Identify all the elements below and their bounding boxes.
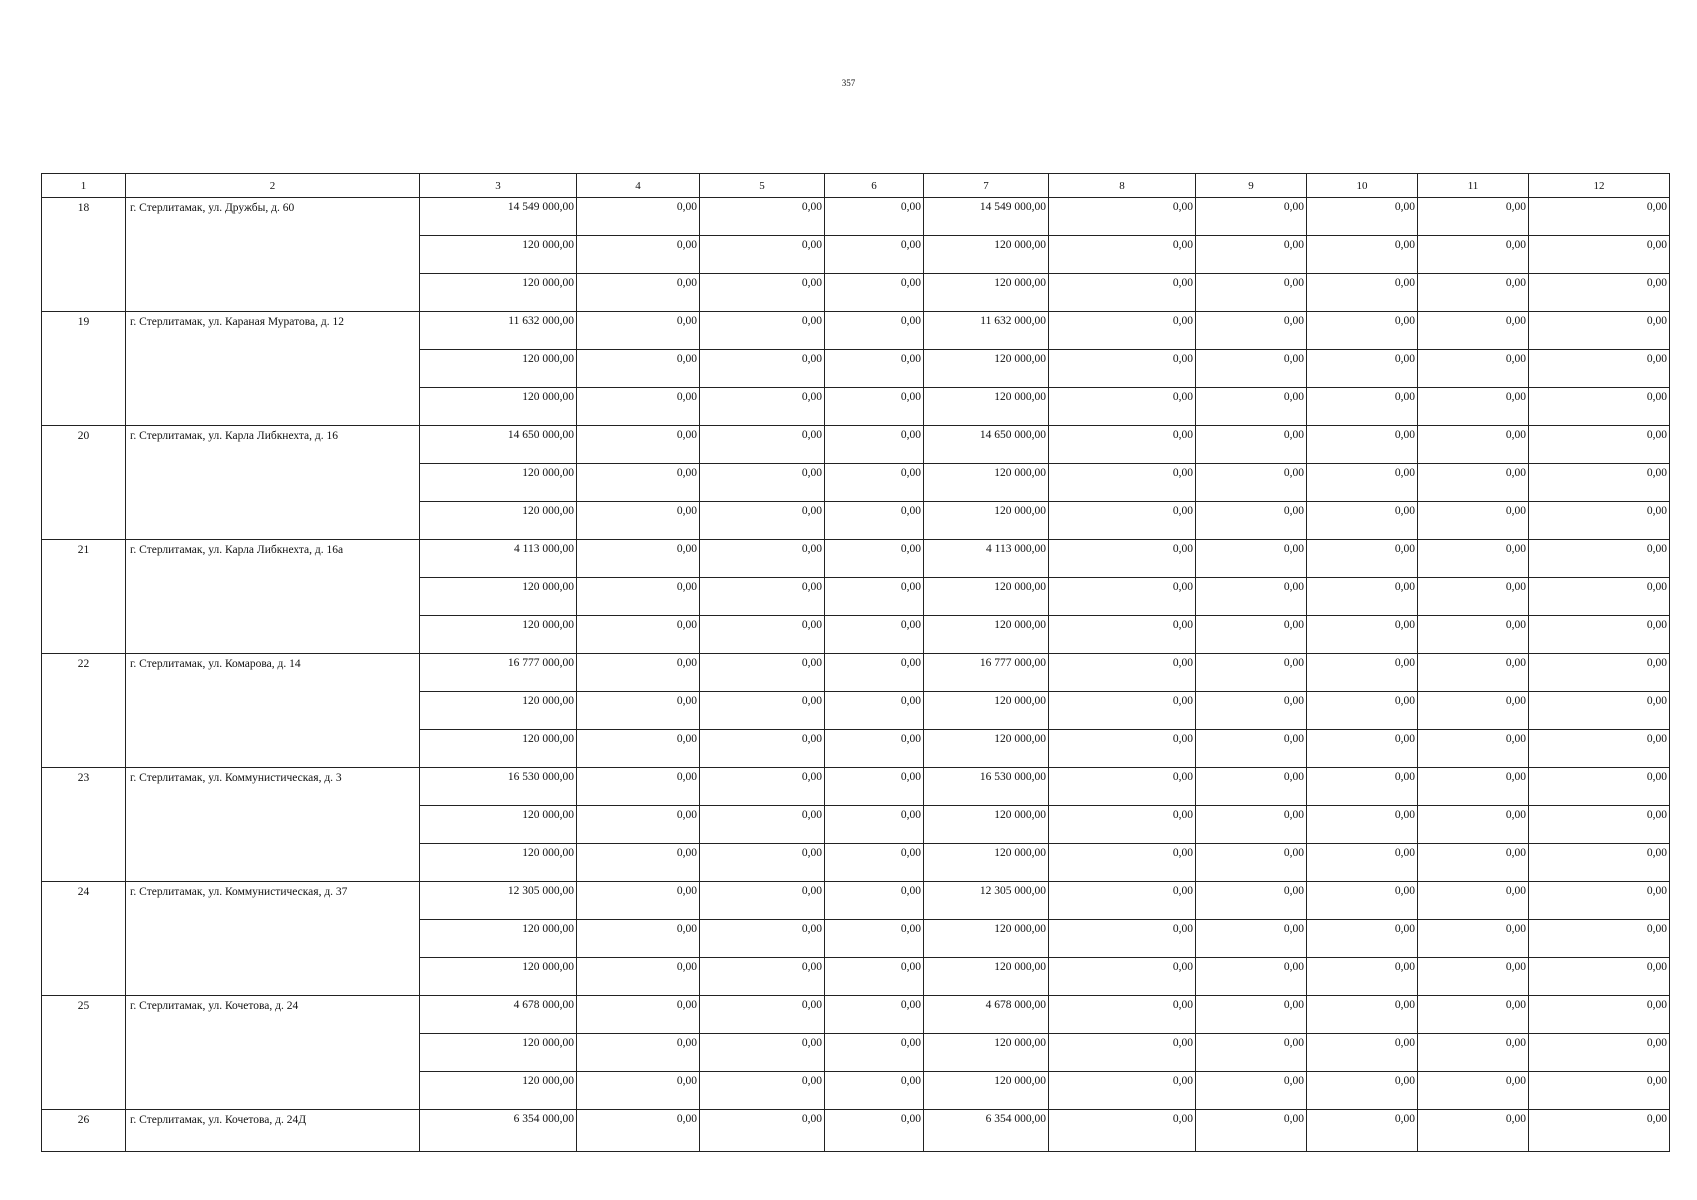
amount-cell: 0,00 (577, 730, 700, 768)
amount-cell: 0,00 (1529, 578, 1670, 616)
amount-cell: 0,00 (1196, 578, 1307, 616)
amount-cell: 0,00 (1418, 768, 1529, 806)
amount-cell: 0,00 (1049, 882, 1196, 920)
amount-cell: 14 549 000,00 (924, 198, 1049, 236)
amount-cell: 4 113 000,00 (420, 540, 577, 578)
amount-cell: 6 354 000,00 (924, 1110, 1049, 1152)
amount-cell: 4 113 000,00 (924, 540, 1049, 578)
amount-cell: 120 000,00 (924, 692, 1049, 730)
column-header: 5 (700, 174, 825, 198)
column-header: 3 (420, 174, 577, 198)
amount-cell: 0,00 (1307, 768, 1418, 806)
amount-cell: 0,00 (825, 806, 924, 844)
amount-cell: 0,00 (700, 1034, 825, 1072)
amount-cell: 120 000,00 (420, 958, 577, 996)
amount-cell: 0,00 (577, 920, 700, 958)
amount-cell: 0,00 (825, 540, 924, 578)
amount-cell: 0,00 (577, 236, 700, 274)
record-number: 19 (42, 312, 126, 426)
amount-cell: 0,00 (577, 426, 700, 464)
amount-cell: 4 678 000,00 (924, 996, 1049, 1034)
amount-cell: 0,00 (1049, 502, 1196, 540)
amount-cell: 120 000,00 (924, 616, 1049, 654)
amount-cell: 0,00 (1418, 350, 1529, 388)
amount-cell: 0,00 (700, 616, 825, 654)
column-header: 9 (1196, 174, 1307, 198)
amount-cell: 0,00 (1196, 806, 1307, 844)
amount-cell: 0,00 (1307, 578, 1418, 616)
amount-cell: 0,00 (825, 388, 924, 426)
amount-cell: 0,00 (577, 540, 700, 578)
record-address: г. Стерлитамак, ул. Комарова, д. 14 (126, 654, 420, 768)
amount-cell: 120 000,00 (420, 236, 577, 274)
amount-cell: 0,00 (577, 1072, 700, 1110)
amount-cell: 12 305 000,00 (420, 882, 577, 920)
amount-cell: 0,00 (700, 996, 825, 1034)
amount-cell: 0,00 (1418, 616, 1529, 654)
amount-cell: 0,00 (1196, 236, 1307, 274)
amount-cell: 0,00 (1196, 730, 1307, 768)
amount-cell: 0,00 (700, 198, 825, 236)
record-number: 26 (42, 1110, 126, 1152)
column-header: 12 (1529, 174, 1670, 198)
amount-cell: 0,00 (825, 692, 924, 730)
amount-cell: 0,00 (825, 844, 924, 882)
amount-cell: 0,00 (577, 882, 700, 920)
amount-cell: 0,00 (825, 1072, 924, 1110)
amount-cell: 0,00 (700, 844, 825, 882)
amount-cell: 0,00 (1196, 996, 1307, 1034)
amount-cell: 0,00 (825, 768, 924, 806)
amount-cell: 0,00 (700, 578, 825, 616)
amount-cell: 0,00 (825, 996, 924, 1034)
record-address: г. Стерлитамак, ул. Коммунистическая, д. 3 (126, 768, 420, 882)
amount-cell: 11 632 000,00 (924, 312, 1049, 350)
amount-cell: 0,00 (577, 958, 700, 996)
amount-cell: 0,00 (1307, 692, 1418, 730)
amount-cell: 120 000,00 (924, 502, 1049, 540)
amount-cell: 0,00 (700, 464, 825, 502)
amount-cell: 120 000,00 (420, 692, 577, 730)
amount-cell: 0,00 (1529, 692, 1670, 730)
amount-cell: 120 000,00 (420, 502, 577, 540)
amount-cell: 0,00 (1049, 426, 1196, 464)
amount-cell: 0,00 (700, 806, 825, 844)
amount-cell: 0,00 (825, 730, 924, 768)
amount-cell: 0,00 (1418, 730, 1529, 768)
amount-cell: 120 000,00 (924, 844, 1049, 882)
amount-cell: 0,00 (1529, 882, 1670, 920)
amount-cell: 0,00 (825, 1110, 924, 1152)
amount-cell: 120 000,00 (924, 388, 1049, 426)
amount-cell: 0,00 (1307, 958, 1418, 996)
amount-cell: 0,00 (1049, 996, 1196, 1034)
amount-cell: 0,00 (1196, 920, 1307, 958)
amount-cell: 0,00 (1049, 350, 1196, 388)
amount-cell: 0,00 (1529, 350, 1670, 388)
amount-cell: 0,00 (577, 616, 700, 654)
table-row (42, 540, 1670, 578)
amount-cell: 0,00 (577, 388, 700, 426)
amount-cell: 120 000,00 (924, 350, 1049, 388)
record-address: г. Стерлитамак, ул. Кочетова, д. 24Д (126, 1110, 420, 1152)
amount-cell: 0,00 (825, 1034, 924, 1072)
amount-cell: 0,00 (1049, 1072, 1196, 1110)
amount-cell: 0,00 (1418, 654, 1529, 692)
record-number: 22 (42, 654, 126, 768)
amount-cell: 0,00 (1196, 958, 1307, 996)
amount-cell: 0,00 (1418, 1110, 1529, 1152)
amount-cell: 0,00 (1307, 198, 1418, 236)
amount-cell: 120 000,00 (924, 464, 1049, 502)
amount-cell: 0,00 (1418, 578, 1529, 616)
amount-cell: 0,00 (700, 958, 825, 996)
amount-cell: 0,00 (1307, 1034, 1418, 1072)
amount-cell: 0,00 (1307, 1110, 1418, 1152)
amount-cell: 0,00 (1307, 426, 1418, 464)
amount-cell: 0,00 (1418, 882, 1529, 920)
amount-cell: 0,00 (1307, 844, 1418, 882)
amount-cell: 0,00 (1529, 388, 1670, 426)
amount-cell: 0,00 (1418, 198, 1529, 236)
amount-cell: 0,00 (1418, 920, 1529, 958)
amount-cell: 0,00 (1418, 426, 1529, 464)
amount-cell: 0,00 (1049, 730, 1196, 768)
amount-cell: 0,00 (1307, 654, 1418, 692)
amount-cell: 120 000,00 (420, 1034, 577, 1072)
record-number: 18 (42, 198, 126, 312)
amount-cell: 0,00 (1049, 768, 1196, 806)
record-address: г. Стерлитамак, ул. Коммунистическая, д. 37 (126, 882, 420, 996)
amount-cell: 0,00 (577, 768, 700, 806)
amount-cell: 120 000,00 (924, 920, 1049, 958)
record-address: г. Стерлитамак, ул. Карла Либкнехта, д. 16 (126, 426, 420, 540)
amount-cell: 0,00 (1418, 464, 1529, 502)
amount-cell: 0,00 (1418, 274, 1529, 312)
amount-cell: 0,00 (1307, 806, 1418, 844)
amount-cell: 0,00 (1196, 882, 1307, 920)
amount-cell: 120 000,00 (420, 616, 577, 654)
amount-cell: 0,00 (700, 654, 825, 692)
amount-cell: 0,00 (1049, 198, 1196, 236)
amount-cell: 0,00 (577, 350, 700, 388)
amount-cell: 0,00 (577, 654, 700, 692)
amount-cell: 0,00 (825, 616, 924, 654)
amount-cell: 4 678 000,00 (420, 996, 577, 1034)
amount-cell: 0,00 (1307, 882, 1418, 920)
table-row (42, 1110, 1670, 1152)
amount-cell: 0,00 (577, 806, 700, 844)
amount-cell: 0,00 (1418, 388, 1529, 426)
amount-cell: 120 000,00 (924, 236, 1049, 274)
table-row (42, 426, 1670, 464)
amount-cell: 0,00 (1196, 654, 1307, 692)
amount-cell: 0,00 (700, 882, 825, 920)
amount-cell: 0,00 (825, 958, 924, 996)
amount-cell: 0,00 (1049, 274, 1196, 312)
amount-cell: 0,00 (700, 768, 825, 806)
record-address: г. Стерлитамак, ул. Карла Либкнехта, д. 16а (126, 540, 420, 654)
amount-cell: 0,00 (1049, 958, 1196, 996)
amount-cell: 0,00 (577, 502, 700, 540)
amount-cell: 120 000,00 (924, 730, 1049, 768)
amount-cell: 120 000,00 (420, 920, 577, 958)
amount-cell: 0,00 (1049, 540, 1196, 578)
amount-cell: 0,00 (1307, 1072, 1418, 1110)
amount-cell: 0,00 (1529, 1110, 1670, 1152)
amount-cell: 0,00 (825, 426, 924, 464)
amount-cell: 0,00 (1418, 502, 1529, 540)
amount-cell: 0,00 (1049, 312, 1196, 350)
amount-cell: 0,00 (700, 388, 825, 426)
amount-cell: 0,00 (1529, 1072, 1670, 1110)
amount-cell: 0,00 (825, 312, 924, 350)
amount-cell: 120 000,00 (420, 350, 577, 388)
record-number: 25 (42, 996, 126, 1110)
column-header: 10 (1307, 174, 1418, 198)
table-row (42, 882, 1670, 920)
amount-cell: 0,00 (1529, 426, 1670, 464)
amount-cell: 0,00 (1529, 996, 1670, 1034)
record-address: г. Стерлитамак, ул. Дружбы, д. 60 (126, 198, 420, 312)
amount-cell: 0,00 (1529, 844, 1670, 882)
amount-cell: 120 000,00 (420, 730, 577, 768)
amount-cell: 14 650 000,00 (420, 426, 577, 464)
amount-cell: 120 000,00 (924, 274, 1049, 312)
header-row (42, 174, 1670, 198)
amount-cell: 120 000,00 (420, 274, 577, 312)
amount-cell: 0,00 (1049, 464, 1196, 502)
amount-cell: 16 777 000,00 (420, 654, 577, 692)
amount-cell: 0,00 (1049, 806, 1196, 844)
amount-cell: 0,00 (1529, 730, 1670, 768)
amount-cell: 0,00 (1529, 806, 1670, 844)
amount-cell: 0,00 (1307, 350, 1418, 388)
amount-cell: 0,00 (700, 1110, 825, 1152)
amount-cell: 0,00 (825, 274, 924, 312)
amount-cell: 0,00 (825, 920, 924, 958)
column-header: 6 (825, 174, 924, 198)
record-address: г. Стерлитамак, ул. Караная Муратова, д. 12 (126, 312, 420, 426)
amount-cell: 16 530 000,00 (924, 768, 1049, 806)
amount-cell: 0,00 (1196, 312, 1307, 350)
amount-cell: 0,00 (1196, 1072, 1307, 1110)
amount-cell: 0,00 (577, 274, 700, 312)
table-row (42, 312, 1670, 350)
amount-cell: 0,00 (825, 578, 924, 616)
table-row (42, 198, 1670, 236)
amount-cell: 0,00 (1529, 274, 1670, 312)
page-number: 357 (841, 78, 856, 88)
amount-cell: 0,00 (1529, 1034, 1670, 1072)
amount-cell: 120 000,00 (924, 806, 1049, 844)
amount-cell: 0,00 (1529, 768, 1670, 806)
amount-cell: 0,00 (1196, 388, 1307, 426)
amount-cell: 0,00 (1529, 464, 1670, 502)
amount-cell: 0,00 (1529, 958, 1670, 996)
amount-cell: 0,00 (1307, 616, 1418, 654)
amount-cell: 0,00 (1196, 350, 1307, 388)
amount-cell: 0,00 (1196, 540, 1307, 578)
amount-cell: 0,00 (700, 312, 825, 350)
amount-cell: 0,00 (1418, 540, 1529, 578)
amount-cell: 14 549 000,00 (420, 198, 577, 236)
amount-cell: 0,00 (1529, 654, 1670, 692)
amount-cell: 0,00 (1196, 198, 1307, 236)
amount-cell: 0,00 (700, 1072, 825, 1110)
amount-cell: 0,00 (825, 502, 924, 540)
amount-cell: 0,00 (1418, 312, 1529, 350)
amount-cell: 0,00 (1049, 692, 1196, 730)
amount-cell: 0,00 (1418, 844, 1529, 882)
amount-cell: 0,00 (700, 692, 825, 730)
amount-cell: 0,00 (1418, 996, 1529, 1034)
amount-cell: 0,00 (1196, 1034, 1307, 1072)
amount-cell: 120 000,00 (924, 958, 1049, 996)
column-header: 1 (42, 174, 126, 198)
amount-cell: 0,00 (1049, 920, 1196, 958)
amount-cell: 0,00 (1418, 1072, 1529, 1110)
amount-cell: 0,00 (1529, 920, 1670, 958)
amount-cell: 0,00 (1529, 236, 1670, 274)
amount-cell: 0,00 (700, 540, 825, 578)
amount-cell: 0,00 (1049, 388, 1196, 426)
amount-cell: 0,00 (1529, 616, 1670, 654)
amount-cell: 0,00 (825, 654, 924, 692)
amount-cell: 0,00 (1307, 920, 1418, 958)
amount-cell: 0,00 (1529, 312, 1670, 350)
amount-cell: 0,00 (1418, 958, 1529, 996)
amount-cell: 0,00 (577, 464, 700, 502)
amount-cell: 0,00 (1418, 806, 1529, 844)
amount-cell: 0,00 (1307, 464, 1418, 502)
amount-cell: 0,00 (1307, 502, 1418, 540)
amount-cell: 0,00 (1529, 198, 1670, 236)
amount-cell: 0,00 (1196, 502, 1307, 540)
amount-cell: 16 530 000,00 (420, 768, 577, 806)
amount-cell: 0,00 (700, 274, 825, 312)
column-header: 11 (1418, 174, 1529, 198)
amount-cell: 0,00 (577, 578, 700, 616)
amount-cell: 0,00 (825, 882, 924, 920)
amount-cell: 0,00 (700, 730, 825, 768)
amount-cell: 0,00 (577, 1034, 700, 1072)
amount-cell: 0,00 (1196, 426, 1307, 464)
amount-cell: 120 000,00 (420, 1072, 577, 1110)
record-number: 23 (42, 768, 126, 882)
amount-cell: 12 305 000,00 (924, 882, 1049, 920)
amount-cell: 0,00 (1418, 1034, 1529, 1072)
amount-cell: 0,00 (1049, 844, 1196, 882)
amount-cell: 0,00 (700, 920, 825, 958)
amount-cell: 0,00 (1196, 274, 1307, 312)
column-header: 4 (577, 174, 700, 198)
amount-cell: 0,00 (1196, 692, 1307, 730)
amount-cell: 120 000,00 (924, 1034, 1049, 1072)
amount-cell: 0,00 (1307, 540, 1418, 578)
amount-cell: 0,00 (1196, 616, 1307, 654)
amount-cell: 0,00 (577, 198, 700, 236)
column-header: 8 (1049, 174, 1196, 198)
amount-cell: 0,00 (577, 996, 700, 1034)
amount-cell: 0,00 (1307, 274, 1418, 312)
amount-cell: 0,00 (1418, 236, 1529, 274)
amount-cell: 0,00 (825, 464, 924, 502)
amount-cell: 0,00 (577, 312, 700, 350)
amount-cell: 0,00 (1049, 654, 1196, 692)
amount-cell: 0,00 (1049, 578, 1196, 616)
amount-cell: 0,00 (1529, 502, 1670, 540)
amount-cell: 120 000,00 (924, 1072, 1049, 1110)
amount-cell: 0,00 (1196, 1110, 1307, 1152)
amount-cell: 0,00 (700, 426, 825, 464)
amount-cell: 0,00 (700, 502, 825, 540)
amount-cell: 16 777 000,00 (924, 654, 1049, 692)
amount-cell: 120 000,00 (420, 464, 577, 502)
amount-cell: 6 354 000,00 (420, 1110, 577, 1152)
amount-cell: 0,00 (1049, 236, 1196, 274)
amount-cell: 0,00 (825, 350, 924, 388)
amount-cell: 0,00 (1307, 996, 1418, 1034)
amount-cell: 14 650 000,00 (924, 426, 1049, 464)
amount-cell: 0,00 (825, 198, 924, 236)
amount-cell: 0,00 (1196, 844, 1307, 882)
amount-cell: 0,00 (1196, 768, 1307, 806)
amount-cell: 120 000,00 (420, 844, 577, 882)
amount-cell: 11 632 000,00 (420, 312, 577, 350)
amount-cell: 0,00 (1307, 312, 1418, 350)
column-header: 2 (126, 174, 420, 198)
table-row (42, 654, 1670, 692)
amount-cell: 0,00 (1307, 236, 1418, 274)
amount-cell: 0,00 (577, 1110, 700, 1152)
budget-table (41, 173, 1670, 1152)
amount-cell: 120 000,00 (420, 578, 577, 616)
column-header: 7 (924, 174, 1049, 198)
amount-cell: 0,00 (1196, 464, 1307, 502)
amount-cell: 0,00 (1307, 388, 1418, 426)
amount-cell: 0,00 (1529, 540, 1670, 578)
record-number: 24 (42, 882, 126, 996)
amount-cell: 0,00 (1049, 1034, 1196, 1072)
amount-cell: 0,00 (1049, 1110, 1196, 1152)
amount-cell: 0,00 (825, 236, 924, 274)
table-row (42, 768, 1670, 806)
record-number: 21 (42, 540, 126, 654)
amount-cell: 0,00 (577, 692, 700, 730)
amount-cell: 120 000,00 (420, 388, 577, 426)
amount-cell: 0,00 (1049, 616, 1196, 654)
amount-cell: 0,00 (577, 844, 700, 882)
amount-cell: 120 000,00 (420, 806, 577, 844)
amount-cell: 120 000,00 (924, 578, 1049, 616)
amount-cell: 0,00 (1418, 692, 1529, 730)
record-address: г. Стерлитамак, ул. Кочетова, д. 24 (126, 996, 420, 1110)
amount-cell: 0,00 (1307, 730, 1418, 768)
table-row (42, 996, 1670, 1034)
amount-cell: 0,00 (700, 350, 825, 388)
amount-cell: 0,00 (700, 236, 825, 274)
record-number: 20 (42, 426, 126, 540)
